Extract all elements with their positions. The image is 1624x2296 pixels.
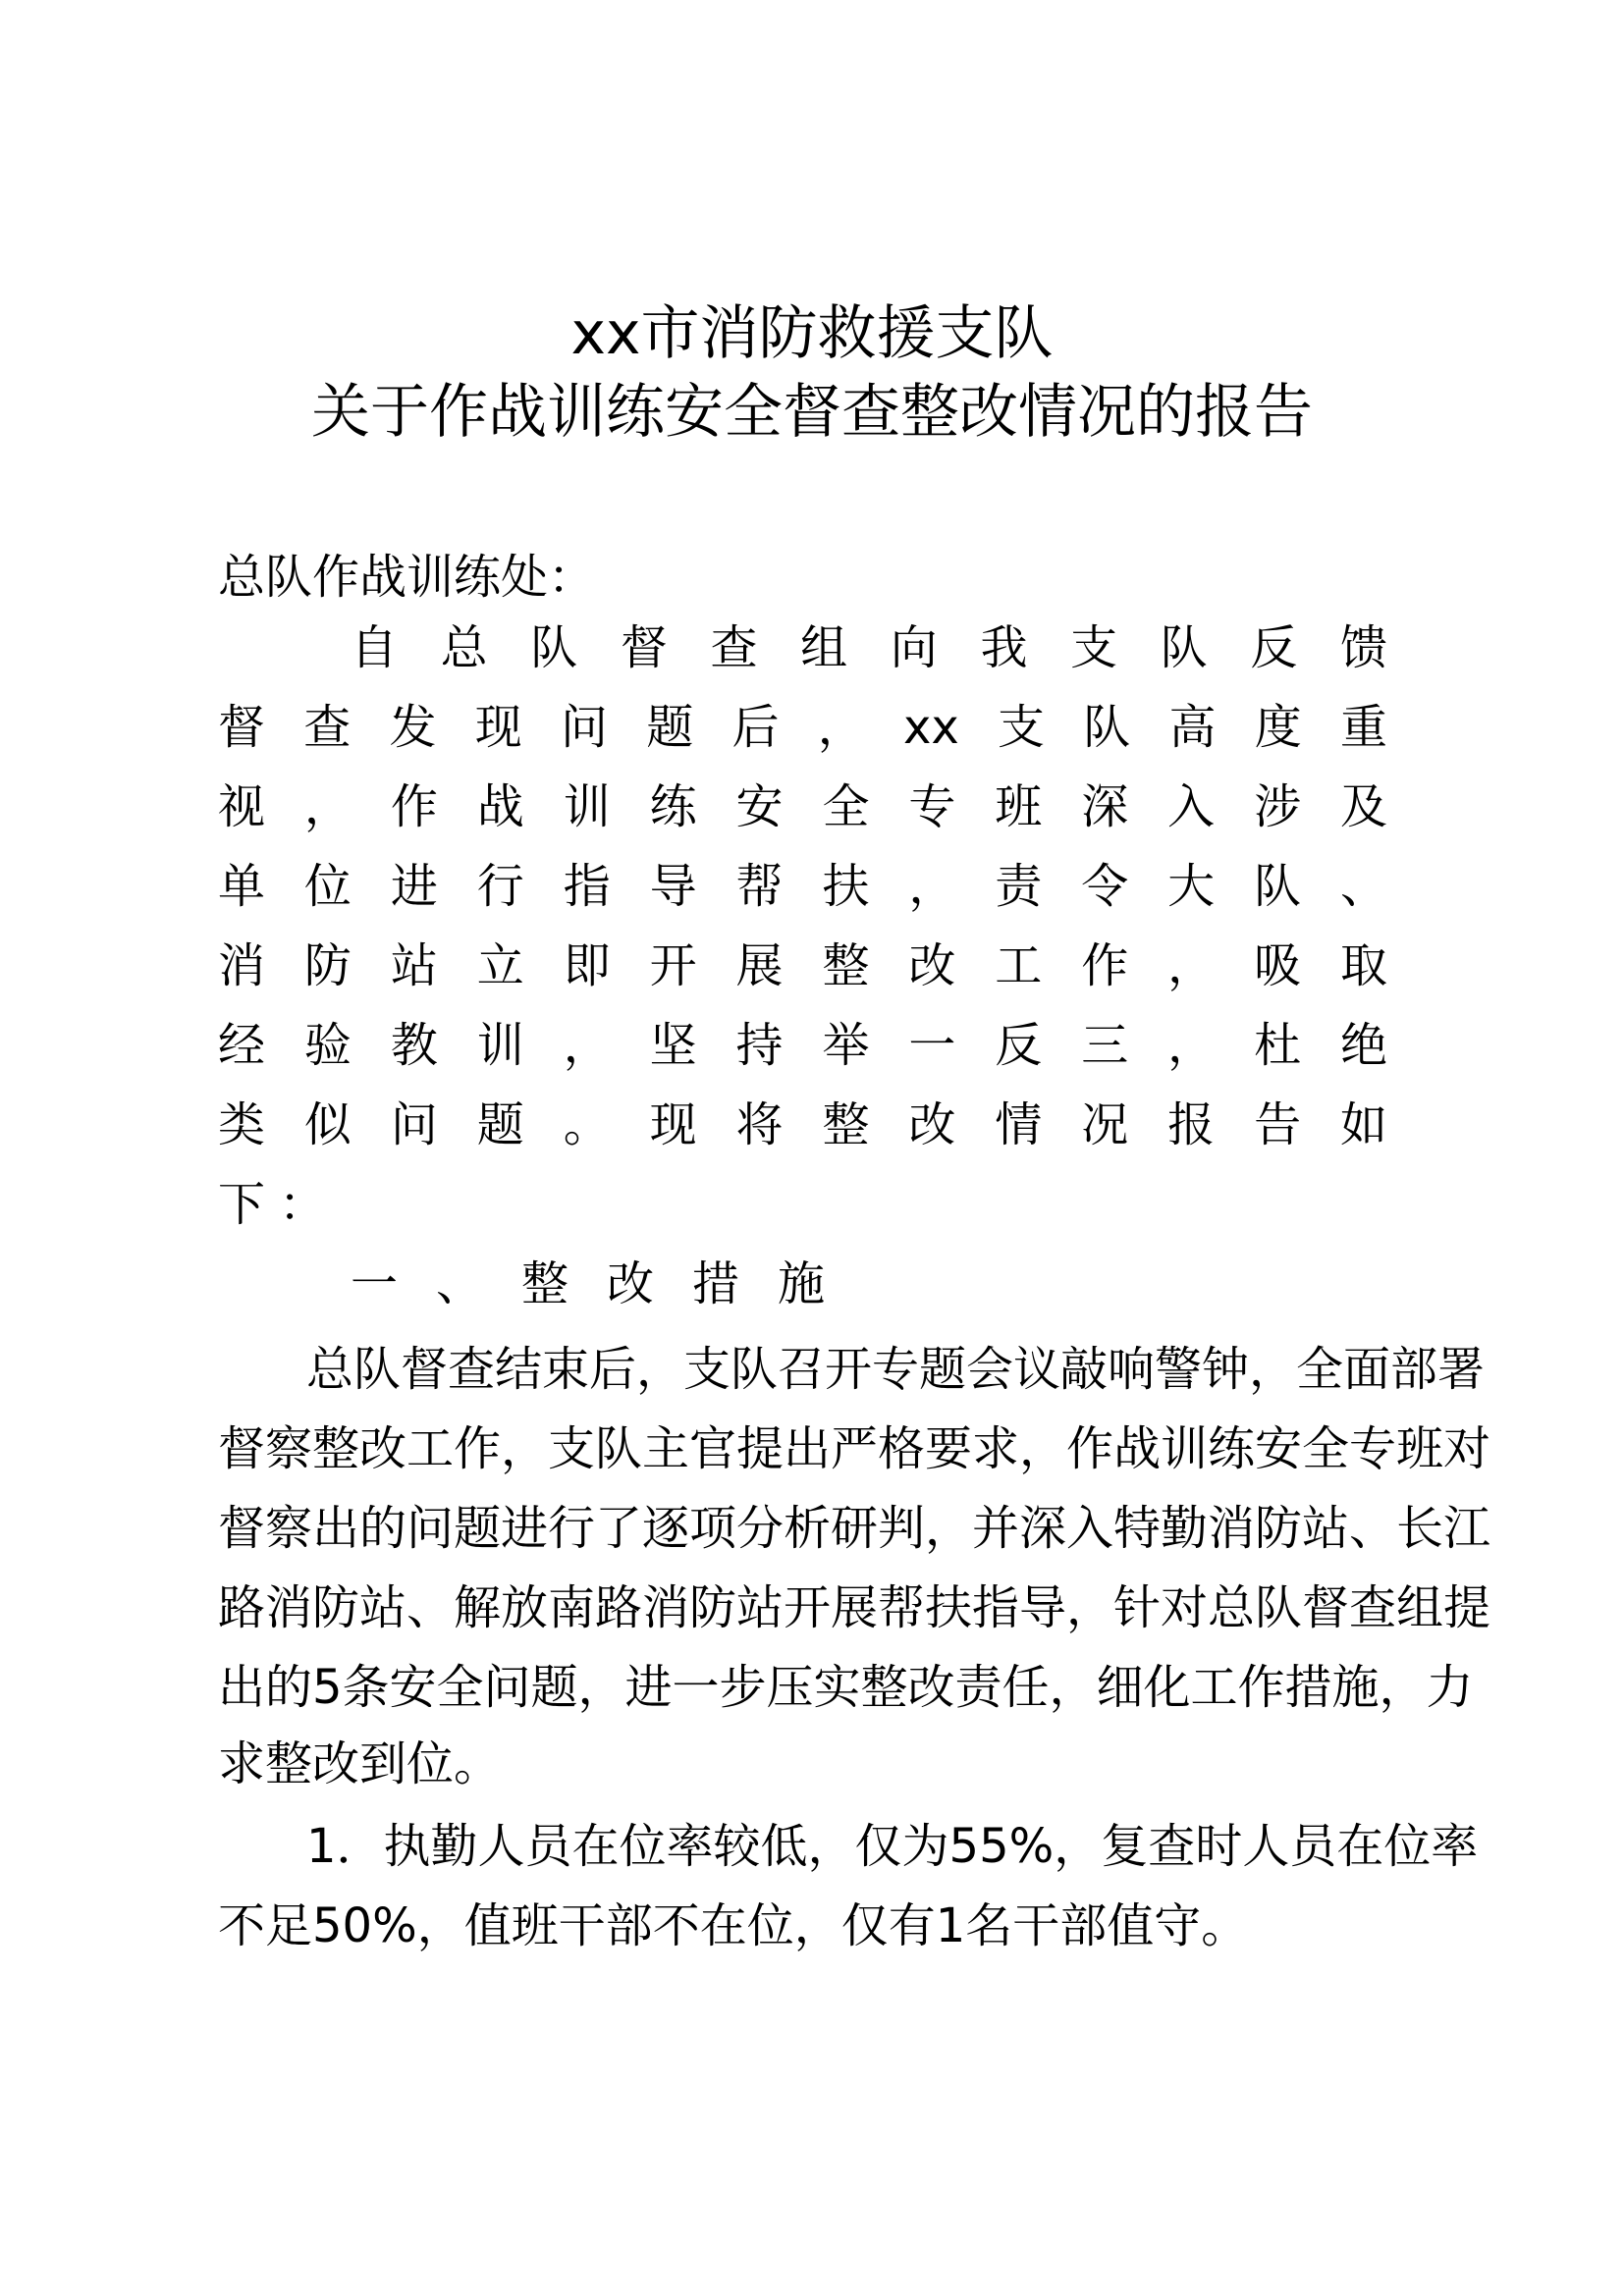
intro-line: 经验教训，坚持举一反三，杜绝 xyxy=(218,1018,1387,1073)
intro-line: 自总队督查组向我支队反馈 xyxy=(351,620,1387,675)
paragraph-line: 督察出的问题进行了逐项分析研判，并深入特勤消防站、长江 xyxy=(218,1501,1491,1556)
paragraph-line: 求整改到位。 xyxy=(218,1736,502,1791)
intro-line: 单位进行指导帮扶，责令大队、 xyxy=(218,859,1387,914)
section-heading: 一、整改措施 xyxy=(351,1256,825,1311)
intro-line: 下： xyxy=(218,1177,326,1232)
paragraph-line: 出的5条安全问题，进一步压实整改责任，细化工作措施，力 xyxy=(218,1660,1474,1715)
intro-line: 视，作战训练安全专班深入涉及 xyxy=(218,779,1387,834)
paragraph-line: 不足50%，值班干部不在位，仅有1名干部值守。 xyxy=(218,1898,1249,1953)
paragraph-line: 总队督查结束后，支队召开专题会议敲响警钟，全面部署 xyxy=(306,1342,1486,1397)
paragraph-line: 1．执勤人员在位率较低，仅为55%，复查时人员在位率 xyxy=(306,1819,1479,1874)
paragraph-line: 路消防站、解放南路消防站开展帮扶指导，针对总队督查组提 xyxy=(218,1580,1491,1635)
title-line-1: xx市消防救援支队 xyxy=(570,299,1054,368)
intro-line: 类似问题。现将整改情况报告如 xyxy=(218,1097,1387,1152)
intro-line: 督查发现问题后，xx支队高度重 xyxy=(218,700,1387,755)
paragraph-line: 督察整改工作，支队主官提出严格要求，作战训练安全专班对 xyxy=(218,1421,1491,1476)
intro-line: 消防站立即开展整改工作，吸取 xyxy=(218,938,1387,993)
addressee: 总队作战训练处： xyxy=(218,550,596,605)
title-line-2: 关于作战训练安全督查整改情况的报告 xyxy=(311,378,1313,447)
